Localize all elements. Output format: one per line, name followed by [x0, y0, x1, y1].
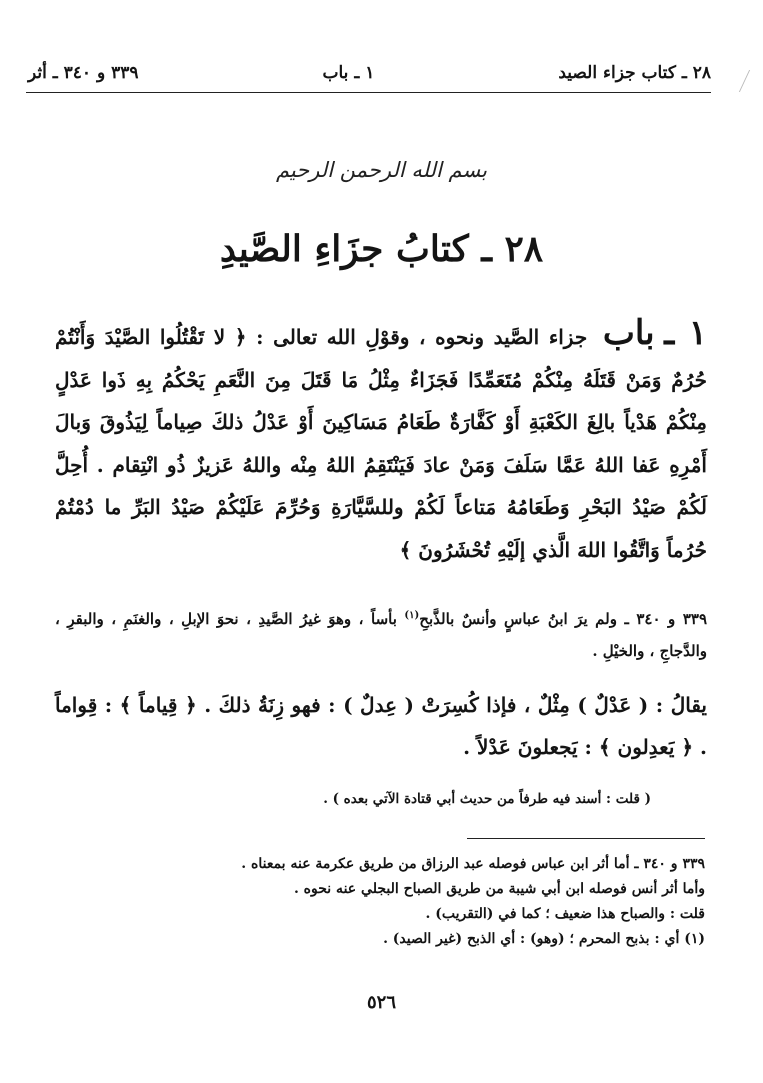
- footnote-line: (١) أي : بذبح المحرم ؛ (وهو) : أي الذبح (غير الصيد) .: [383, 931, 705, 947]
- gloss-paragraph: يقالُ : ( عَدْلٌ ) مِثْلٌ ، فإذا كُسِرَتْ ( عِدلٌ ) : فهو زِنَةُ ذلكَ . ﴿ قِياماً ﴾ : قِواماً . ﴿ يَعدِلون ﴾ : يَجعلونَ عَدْلاً .: [55, 693, 707, 759]
- header-book-title: ٢٨ ـ كتاب جزاء الصيد: [558, 63, 711, 83]
- header-chapter: ١ ـ باب: [322, 63, 375, 83]
- chapter-text: جزاء الصَّيد ونحوه ، وقوْلِ الله تعالى : ﴿ لا تَقْتُلُوا الصَّيْدَ وَأَنْتُمْ حُرُمٌ وَمَنْ قَتَلَهُ مِنْكُمْ مُتَعَمِّدًا فَجَزَاءٌ مِثْلُ مَا قَتَلَ مِنَ النَّعَمِ يَحْكُمُ بِهِ ذَوا عَدْلٍ مِنْكُمْ هَدْياً بالِغَ الكَعْبَةِ أَوْ كَفَّارَةٌ طَعَامُ مَسَاكِينَ أَوْ عَدْلُ ذلكَ صِياماً لِيَذُوقَ وَبالَ أَمْرِهِ عَفا اللهُ عَمَّا سَلَفَ وَمَنْ عادَ فَيَنْتَقِمُ اللهُ مِنْه واللهُ عَزيزٌ ذُو انْتِقام . أُحِلَّ لَكُمْ صَيْدُ البَحْرِ وَطَعَامُهُ مَتاعاً لَكُمْ وللسَّيَّارَةِ وَحُرِّمَ عَلَيْكُمْ صَيْدُ البَرِّ ما دُمْتُمْ حُرُماً وَاتَّقُوا اللهَ الَّذي إلَيْهِ تُحْشَرُونَ ﴾: [55, 325, 707, 562]
- page-number: ٥٢٦: [366, 992, 396, 1013]
- basmala: بسم الله الرحمن الرحيم: [275, 158, 488, 182]
- footnote-line: وأما أثر أنس فوصله ابن أبي شيبة من طريق الصباح البجلي عنه نحوه .: [293, 881, 705, 897]
- chapter-number: ١ ـ: [664, 313, 707, 353]
- hadith-text-end: بأساً ، وهوَ غيرُ الصَّيدِ ، نحوَ الإبلِ ، والغنَمِ ، والبقرِ ، والدَّجاجِ ، والخيْلِ .: [55, 610, 707, 660]
- chapter-paragraph: [55, 312, 707, 571]
- chapter-word: باب: [602, 313, 655, 353]
- footnote-rule: [467, 838, 705, 839]
- footnotes: [65, 852, 705, 952]
- hadith-text-start: ٣٣٩ و ٣٤٠ ـ ولم يرَ ابنُ عباسٍ وأنسٌ بالذَّبحِ: [419, 610, 707, 628]
- footnote-marker: (١): [404, 610, 420, 621]
- book-title: ٢٨ ـ كتابُ جزَاءِ الصَّيدِ: [219, 228, 544, 270]
- header-rule: [26, 92, 711, 93]
- footnote-line: قلت : والصباح هذا ضعيف ؛ كما في (التقريب) .: [425, 906, 705, 922]
- editor-note: ( قلت : أسند فيه طرفاً من حديث أبي قتادة الآتي بعده ) .: [323, 791, 651, 807]
- running-header: [28, 58, 711, 88]
- header-hadith-range: ٣٣٩ و ٣٤٠ ـ أثر: [28, 63, 139, 83]
- hadith-paragraph: [55, 600, 707, 667]
- corner-mark: [725, 70, 750, 92]
- footnote-line: ٣٣٩ و ٣٤٠ ـ أما أثر ابن عباس فوصله عبد الرزاق من طريق عكرمة عنه بمعناه .: [241, 856, 705, 872]
